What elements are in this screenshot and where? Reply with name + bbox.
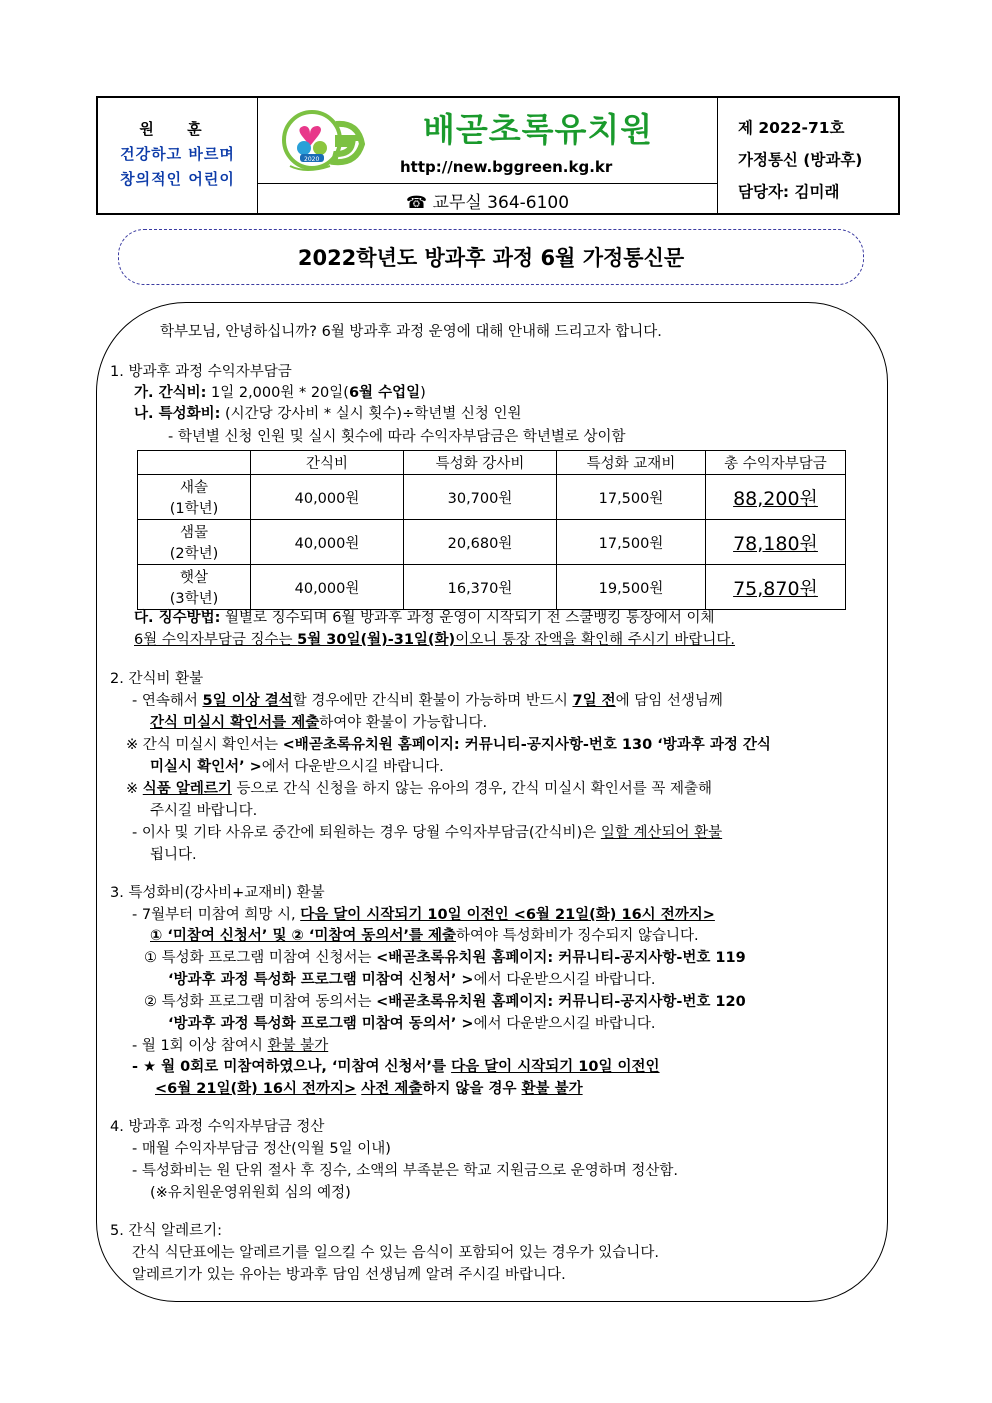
s1-item-c: 다. 징수방법: 월별로 징수되며 6월 방과후 과정 운영이 시작되기 전 스쿨뱅킹 통장에서 이체 (134, 610, 715, 626)
s2-line: 됩니다. (150, 847, 197, 863)
office-phone: ☎ 교무실 364-6100 (405, 193, 570, 213)
s3-line: ① ‘미참여 신청서’ 및 ② ‘미참여 동의서’를 제출하여야 특성화비가 징수되지 않습니다. (150, 928, 699, 944)
total-fee: 75,870원 (706, 565, 846, 610)
section3-heading: 3. 특성화비(강사비+교재비) 환불 (110, 885, 325, 901)
lecturer-fee: 30,700원 (404, 475, 557, 520)
class-name: 햇살 (3학년) (138, 565, 251, 610)
table-header-row (138, 451, 846, 475)
s1-item-a: 가. 간식비: 1일 2,000원 * 20일(6월 수업일) (134, 385, 426, 401)
s3-line: ‘방과후 과정 특성화 프로그램 미참여 동의서’ >에서 다운받으시길 바랍니다. (168, 1016, 656, 1032)
s1-item-c-line2: 6월 수익자부담금 징수는 5월 30일(월)-31일(화)이오니 통장 잔액을 확인해 주시기 바랍니다. (134, 632, 735, 648)
motto-line2: 창의적인 어린이 (120, 170, 235, 188)
s2-line: - 이사 및 기타 사유로 중간에 퇴원하는 경우 당월 수익자부담금(간식비)은 일할 계산되어 환불 (132, 825, 723, 841)
table-header: 특성화 강사비 (404, 451, 557, 475)
total-fee: 78,180원 (706, 520, 846, 565)
total-fee: 88,200원 (706, 475, 846, 520)
greeting: 학부모님, 안녕하십니까? 6월 방과후 과정 운영에 대해 안내해 드리고자 합니다. (160, 324, 662, 340)
material-fee: 17,500원 (557, 475, 706, 520)
table-row (138, 475, 846, 520)
s2-line: ※ 식품 알레르기 등으로 간식 신청을 하지 않는 유아의 경우, 간식 미실시 확인서를 꼭 제출해 (126, 781, 712, 797)
table-header (138, 451, 251, 475)
s3-line: <6월 21일(화) 16시 전까지> 사전 제출하지 않을 경우 환불 불가 (155, 1081, 583, 1097)
s2-line: 미실시 확인서’ >에서 다운받으시길 바랍니다. (150, 759, 444, 775)
table-header: 간식비 (251, 451, 404, 475)
s3-line: - 월 1회 이상 참여시 환불 불가 (132, 1038, 329, 1054)
section1-heading: 1. 방과후 과정 수익자부담금 (110, 364, 292, 380)
s1-item-b-note: - 학년별 신청 인원 및 실시 횟수에 따라 수익자부담금은 학년별로 상이함 (168, 429, 626, 445)
table-header: 총 수익자부담금 (706, 451, 846, 475)
material-fee: 17,500원 (557, 520, 706, 565)
divider (258, 183, 717, 184)
logo-year: 2020 (304, 156, 320, 163)
s2-line: ※ 간식 미실시 확인서는 <배곧초록유치원 홈페이지: 커뮤니티-공지사항-번호 130 ‘방과후 과정 간식 (126, 737, 771, 753)
letterhead (96, 96, 900, 215)
fee-table (137, 450, 846, 610)
snack-fee: 40,000원 (251, 475, 404, 520)
s4-line: - 특성화비는 원 단위 절사 후 징수, 소액의 부족분은 학교 지원금으로 운영하며 정산함. (132, 1163, 678, 1179)
section5-heading: 5. 간식 알레르기: (110, 1223, 222, 1239)
school-logo (276, 108, 376, 172)
issue-type: 가정통신 (방과후) (738, 151, 863, 169)
s5-line: 간식 식단표에는 알레르기를 일으킬 수 있는 음식이 포함되어 있는 경우가 있습니다. (132, 1245, 659, 1261)
material-fee: 19,500원 (557, 565, 706, 610)
s4-line: (※유치원운영위원회 심의 예정) (150, 1185, 351, 1201)
class-name: 샘물 (2학년) (138, 520, 251, 565)
section4-heading: 4. 방과후 과정 수익자부담금 정산 (110, 1119, 325, 1135)
section2-heading: 2. 간식비 환불 (110, 671, 204, 687)
snack-fee: 40,000원 (251, 565, 404, 610)
snack-fee: 40,000원 (251, 520, 404, 565)
s2-line: 간식 미실시 확인서를 제출하여야 환불이 가능합니다. (150, 715, 488, 731)
s3-line: ② 특성화 프로그램 미참여 동의서는 <배곧초록유치원 홈페이지: 커뮤니티-공지사항-번호 120 (144, 994, 746, 1010)
lecturer-fee: 16,370원 (404, 565, 557, 610)
lecturer-fee: 20,680원 (404, 520, 557, 565)
s5-line: 알레르기가 있는 유아는 방과후 담임 선생님께 알려 주시길 바랍니다. (132, 1267, 566, 1283)
manager-name: 담당자: 김미래 (738, 183, 840, 201)
s3-line: - 7월부터 미참여 희망 시, 다음 달이 시작되기 10일 이전인 <6월 21일(화) 16시 전까지> (132, 907, 715, 923)
table-header: 특성화 교재비 (557, 451, 706, 475)
table-row (138, 565, 846, 610)
s3-line: ① 특성화 프로그램 미참여 신청서는 <배곧초록유치원 홈페이지: 커뮤니티-공지사항-번호 119 (144, 950, 746, 966)
school-url[interactable]: http://new.bggreen.kg.kr (400, 158, 613, 176)
issue-info (718, 98, 898, 213)
s3-line: - ★ 월 0회로 미참여하였으나, ‘미참여 신청서’를 다음 달이 시작되기 10일 이전인 (132, 1059, 660, 1075)
s2-line: - 연속해서 5일 이상 결석할 경우에만 간식비 환불이 가능하며 반드시 7일 전에 담임 선생님께 (132, 693, 723, 709)
class-name: 새솔 (1학년) (138, 475, 251, 520)
s1-item-b: 나. 특성화비: (시간당 강사비 * 실시 횟수)÷학년별 신청 인원 (134, 406, 522, 422)
s4-line: - 매월 수익자부담금 정산(익월 5일 이내) (132, 1141, 391, 1157)
kindergarten-name: 배곧초록유치원 (423, 110, 654, 149)
motto-line1: 건강하고 바르며 (120, 145, 235, 163)
s3-line: ‘방과후 과정 특성화 프로그램 미참여 신청서’ >에서 다운받으시길 바랍니다. (168, 972, 656, 988)
motto-box (98, 98, 258, 213)
page-title: 2022학년도 방과후 과정 6월 가정통신문 (297, 246, 685, 270)
issue-number: 제 2022-71호 (738, 119, 845, 137)
table-row (138, 520, 846, 565)
title-banner (118, 229, 864, 285)
s2-line: 주시길 바랍니다. (150, 803, 258, 819)
motto-title: 원 훈 (139, 120, 216, 138)
school-info (258, 98, 718, 213)
